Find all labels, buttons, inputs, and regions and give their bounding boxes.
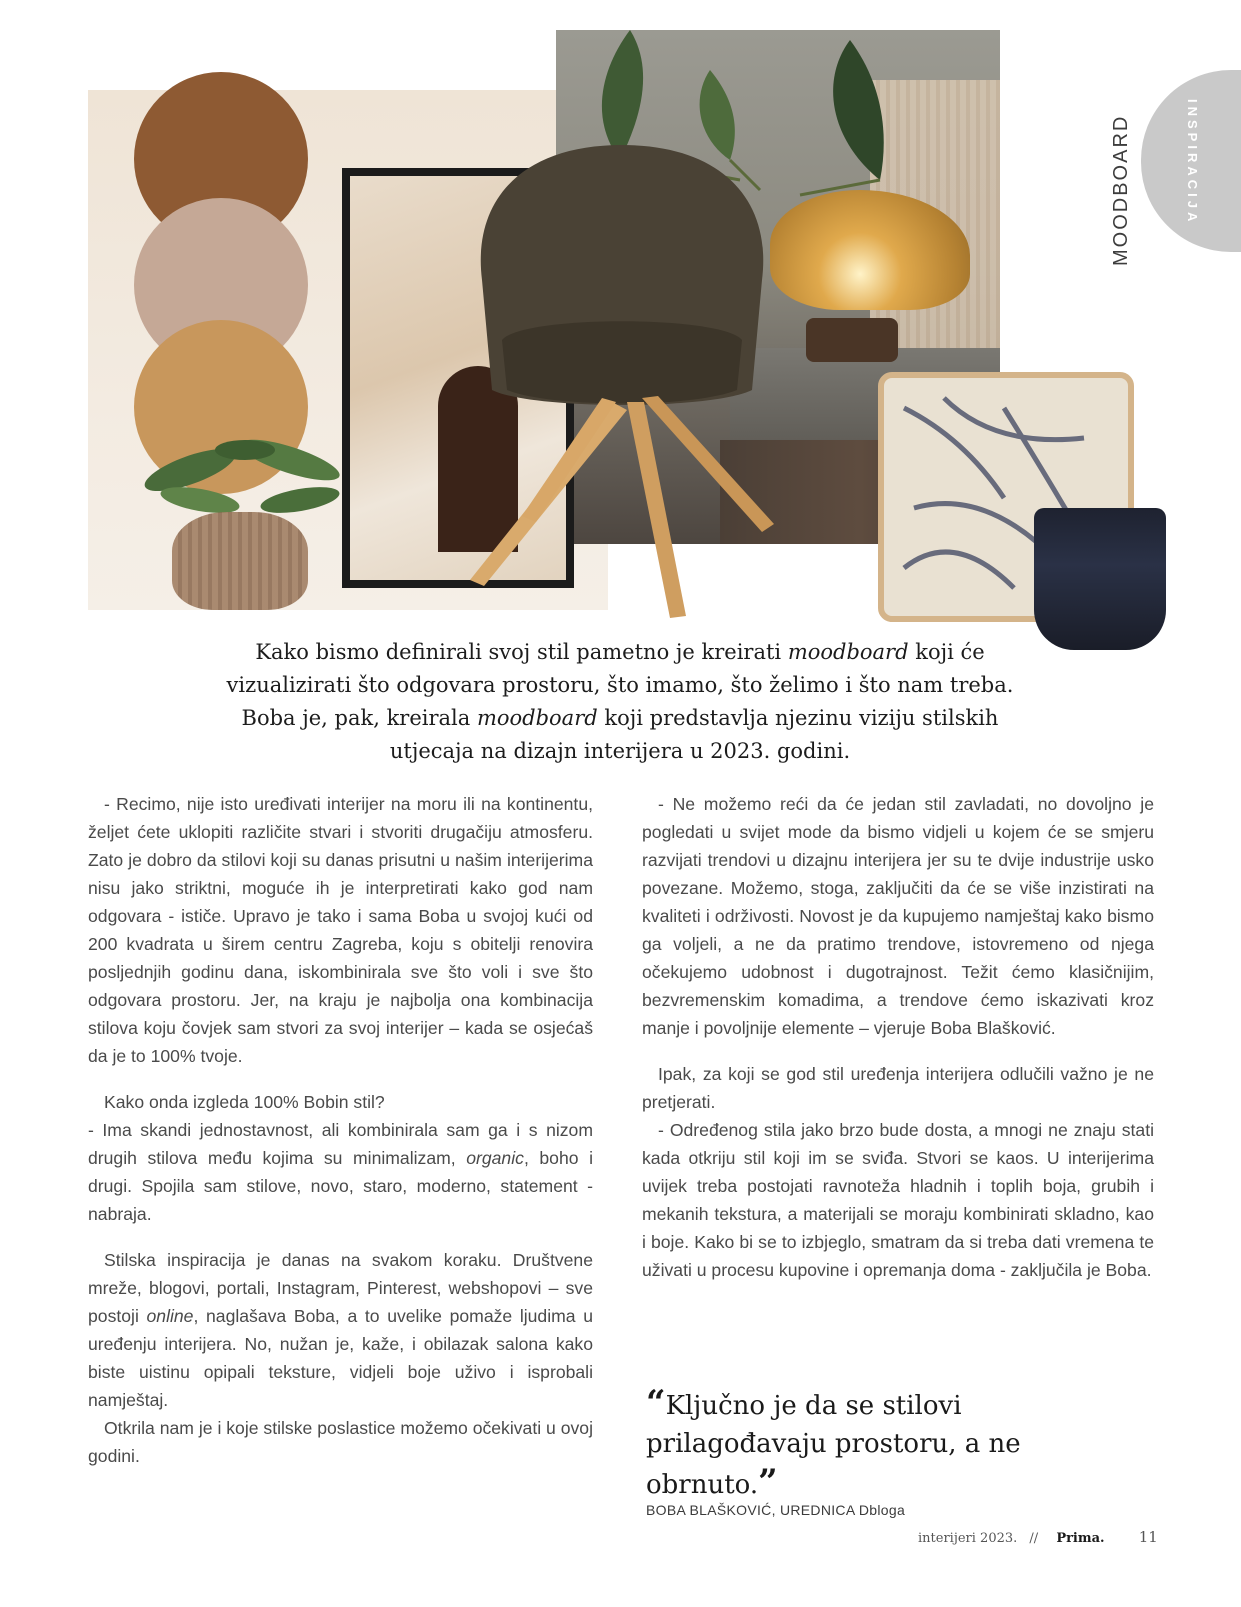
article-column-left: [88, 790, 593, 1470]
intro-line1-text: Kako bismo definirali svoj stil pametno je kreirati: [255, 640, 788, 664]
intro-line3-text: Boba je, pak, kreirala: [241, 706, 477, 730]
intro-text: [190, 636, 1050, 768]
pull-quote: [646, 1384, 1086, 1504]
intro-line4: utjecaja na dizajn interijera u 2023. godini.: [389, 739, 851, 763]
paragraph: [88, 1116, 593, 1228]
paragraph-text: - Ima skandi jednostavnost, ali kombinirala sam ga i s nizom drugih stilova među kojima su minimalizam,: [88, 1120, 593, 1168]
open-quote-mark: “: [646, 1383, 666, 1423]
intro-line3-emphasis: moodboard: [476, 706, 598, 730]
paragraph: - Određenog stila jako brzo bude dosta, a mnogi ne znaju stati kada otkriju stil koji im se sviđa. Stvori se kaos. U interijerima uvijek treba postojati ravnoteža hladnih i toplih boja, grubih i mekanih tekstura, a materijali se moraju kombinirati skladno, kao i boje. Kako bi se to izbjeglo, smatram da si treba dati vremena te uživati u procesu kupovine i opremanja doma - zaključila je Boba.: [642, 1120, 1154, 1280]
paragraph-emphasis: organic: [466, 1148, 524, 1168]
article-column-right: [642, 790, 1154, 1284]
paragraph: Otkrila nam je i koje stilske poslastice možemo očekivati u ovoj godini.: [88, 1418, 593, 1466]
lamp-base: [806, 318, 898, 362]
quote-attribution: BOBA BLAŠKOVIĆ, UREDNICA Dbloga: [646, 1502, 906, 1518]
moodboard-collage: [0, 0, 1241, 660]
paragraph: - Recimo, nije isto uređivati interijer na moru ili na kontinentu, željet ćete uklopiti različite stvari i stvoriti drugačiju atmosferu. Zato je dobro da stilovi koji su danas prisutni u našim interijerima nisu jako striktni, moguće ih je interpretirati kako god nam odgovara - ističe. Upravo je tako i sama Boba u svojoj kući od 200 kvadrata u širem centru Zagreba, koju s obitelji renovira posljednjih godinu dana, iskombinirala sve što voli i sve što odgovara prostoru. Jer, na kraju je najbolja ona kombinacija stilova koju čovjek sam stvori za svoj interijer – kada se osjećaš da je to 100% tvoje.: [88, 794, 593, 1066]
paragraph: [88, 1246, 593, 1414]
paragraph-text: , naglašava Boba, a to uvelike pomaže ljudima u uređenju interijera. No, nužan je, kaže, i obilazak salona kako biste uistinu opipali teksture, vidjeli boje uživo i isprobali namještaj.: [88, 1306, 593, 1410]
armchair-image: [462, 140, 782, 620]
paragraph-text: Stilska inspiracija je danas na svakom koraku. Društvene mreže, blogovi, portali, Instagram, Pinterest, webshopovi – sve postoji: [88, 1250, 593, 1326]
page-number: 11: [1138, 1528, 1158, 1546]
paragraph: Ipak, za koji se god stil uređenja interijera odlučili važno je ne pretjerati.: [642, 1064, 1154, 1112]
issue-label: interijeri 2023.: [918, 1531, 1018, 1546]
pull-quote-text: Ključno je da se stilovi prilagođavaju prostoru, a ne obrnuto.: [646, 1391, 1021, 1500]
moodboard-label: MOODBOARD: [1110, 114, 1132, 266]
footer-separator: //: [1029, 1531, 1039, 1546]
paragraph: - Ne možemo reći da će jedan stil zavladati, no dovoljno je pogledati u svijet mode da bismo vidjeli u kojem će se smjeru razvijati trendovi u dizajnu interijera jer su te dvije industrije usko povezane. Možemo, stoga, zaključiti da će se više inzistirati na kvaliteti i održivosti. Novost je da kupujemo namještaj kako bismo ga voljeli, a ne da pratimo trendove, istovremeno od njega očekujemo udobnost i dugotrajnost. Težit ćemo klasičnijim, bezvremenskim komadima, a trendove ćemo iskazivati kroz manje i povoljnije elemente – vjeruje Boba Blašković.: [642, 794, 1154, 1038]
close-quote-mark: ”: [758, 1462, 778, 1502]
magazine-brand: Prima.: [1056, 1531, 1105, 1546]
blue-ceramic-pot: [1034, 508, 1166, 650]
paragraph-emphasis: online: [146, 1306, 194, 1326]
paragraph-text: , boho i drugi. Spojila sam stilove, novo, staro, moderno, statement - nabraja.: [88, 1148, 593, 1224]
ribbed-glass-pot: [172, 512, 308, 610]
intro-line3-end: koji predstavlja njezinu viziju stilskih: [597, 706, 999, 730]
section-tab-label: INSPIRACIJA: [1185, 98, 1200, 226]
paragraph-question: Kako onda izgleda 100% Bobin stil?: [104, 1092, 385, 1112]
intro-line1-emphasis: moodboard: [787, 640, 909, 664]
striped-plant-image: [140, 430, 350, 520]
intro-line1-end: koji će: [908, 640, 985, 664]
intro-line2: vizualizirati što odgovara prostoru, što imamo, što želimo i što nam treba.: [226, 673, 1014, 697]
page-footer: [918, 1528, 1158, 1546]
